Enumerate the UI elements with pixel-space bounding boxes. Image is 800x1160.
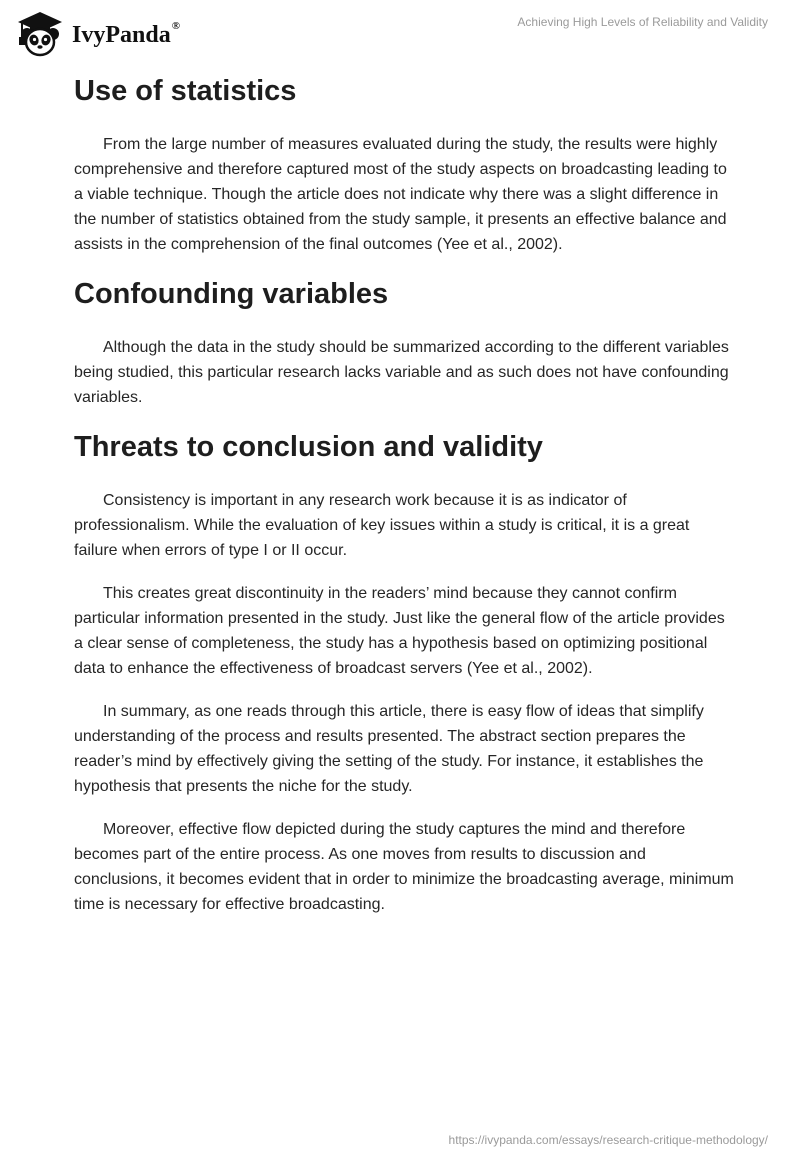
paragraph: Moreover, effective flow depicted during the study captures the mind and therefore becomes part of the entire process. As one moves from results to discussion and conclusions, it becomes evident that in order to minimize the broadcasting average, minimum time is necessary for effective broadcasting. xyxy=(74,821,734,913)
section-heading-statistics: Use of statistics xyxy=(74,75,297,107)
source-url-link[interactable]: https://ivypanda.com/essays/research-critique-methodology/ xyxy=(448,1133,768,1147)
logo-wordmark xyxy=(72,19,180,49)
paragraph: This creates great discontinuity in the readers’ mind because they cannot confirm particular information presented in the study. Just like the general flow of the article provides a clear sense of completeness, the study has a hypothesis based on optimizing positional data to enhance the effectiveness of broadcast servers (Yee et al., 2002). xyxy=(74,585,725,677)
section-heading-confounding: Confounding variables xyxy=(74,278,389,310)
registered-mark: ® xyxy=(171,19,180,32)
essay-content xyxy=(74,70,734,917)
ivypanda-logo[interactable] xyxy=(14,8,180,58)
section-heading-threats: Threats to conclusion and validity xyxy=(74,431,543,463)
paragraph: From the large number of measures evaluated during the study, the results were highly comprehensive and therefore captured most of the study aspects on broadcasting leading to a viable technique. Though the article does not indicate why there was a slight difference in the number of statistics obtained from the study sample, it presents an effective balance and assists in the comprehension of the final outcomes (Yee et al., 2002). xyxy=(74,136,727,253)
document-title: Achieving High Levels of Reliability and Validity xyxy=(517,15,768,29)
paragraph: In summary, as one reads through this article, there is easy flow of ideas that simplify understanding of the process and results presented. The abstract section prepares the reader’s mind by effectively giving the setting of the study. For instance, it establishes the hypothesis that presents the niche for the study. xyxy=(74,703,704,795)
paragraph: Although the data in the study should be summarized according to the different variables being studied, this particular research lacks variable and as such does not have confounding variables. xyxy=(74,339,729,406)
paragraph: Consistency is important in any research work because it is as indicator of professionalism. While the evaluation of key issues within a study is critical, it is a great failure when errors of type I or II occur. xyxy=(74,492,690,559)
panda-graduation-cap-icon xyxy=(14,8,66,58)
logo-text: IvyPanda xyxy=(72,21,171,48)
